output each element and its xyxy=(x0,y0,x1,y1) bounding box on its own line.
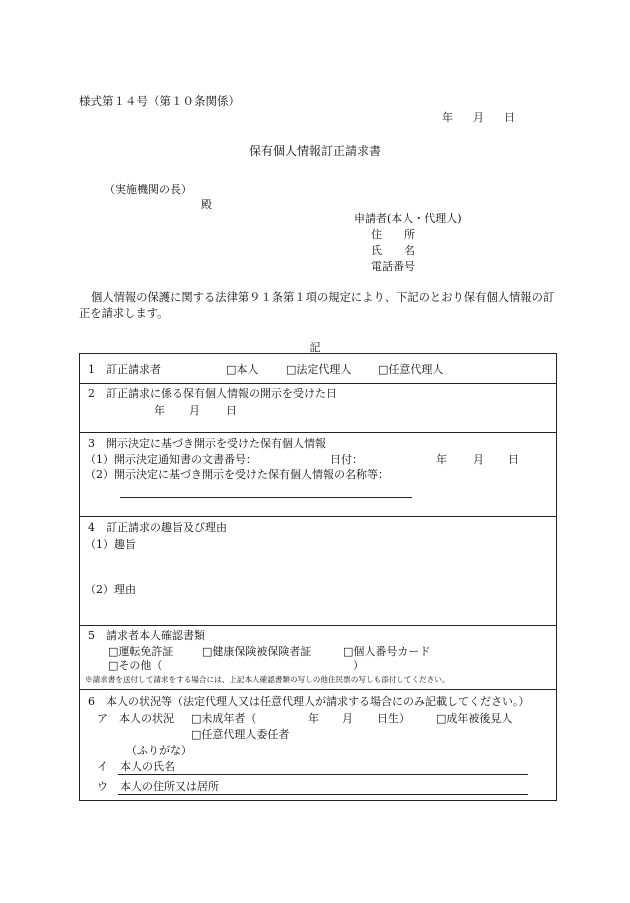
section-3-label: 3 開示決定に基づき開示を受けた保有個人情報 xyxy=(88,437,326,450)
date-row xyxy=(442,111,535,124)
section-1-label: 1 訂正請求者 xyxy=(88,363,161,376)
section-6-i-label: イ xyxy=(97,760,108,773)
section-6-birth-year: 年 xyxy=(308,712,319,725)
addressee-honorific: 殿 xyxy=(201,198,212,211)
checkbox-self[interactable]: □本人 xyxy=(226,363,259,376)
section-6-a-label: ア 本人の状況 xyxy=(97,712,174,725)
date-day: 日 xyxy=(504,111,515,124)
section-6-name-label: 本人の氏名 xyxy=(120,760,175,773)
checkbox-drivers-license[interactable]: □運転免許証 xyxy=(108,645,174,658)
date-year: 年 xyxy=(442,111,453,124)
info-name-input-line[interactable] xyxy=(120,497,412,498)
requester-label: 申請者(本人・代理人) xyxy=(354,212,462,225)
section-3-day: 日 xyxy=(508,453,519,466)
section-1 xyxy=(80,354,556,383)
requester-address-label: 住 所 xyxy=(371,228,415,241)
section-3-month: 月 xyxy=(473,453,484,466)
section-4 xyxy=(80,516,556,626)
section-2-label: 2 訂正請求に係る保有個人情報の開示を受けた日 xyxy=(88,387,337,400)
section-2-year: 年 xyxy=(154,404,165,417)
section-4-label: 4 訂正請求の趣旨及び理由 xyxy=(88,521,227,534)
section-6-furigana: （ふりがな） xyxy=(126,744,192,757)
intro-paragraph: 個人情報の保護に関する法律第９１条第１項の規定により、下記のとおり保有個人情報の訂正を請求します。 xyxy=(79,291,555,320)
request-form-table xyxy=(79,353,557,801)
checkbox-legal-agent[interactable]: □法定代理人 xyxy=(286,363,352,376)
checkbox-my-number-card[interactable]: □個人番号カード xyxy=(343,645,431,658)
requester-phone-label: 電話番号 xyxy=(371,260,415,273)
document-title: 保有個人情報訂正請求書 xyxy=(248,144,381,158)
section-6-label: 6 本人の状況等（法定代理人又は任意代理人が請求する場合にのみ記載してください。） xyxy=(88,695,530,708)
checkbox-health-insurance-card[interactable]: □健康保険被保険者証 xyxy=(202,645,312,658)
addressee-org: （実施機関の長） xyxy=(104,183,192,196)
form-number: 様式第１４号（第１０条関係） xyxy=(79,94,240,108)
checkbox-minor[interactable]: □未成年者（ xyxy=(191,712,257,725)
section-3-info-name-label: （2）開示決定に基づき開示を受けた保有個人情報の名称等： xyxy=(85,468,389,481)
section-6-birth-day: 日生） xyxy=(377,712,410,725)
principal-address-input-line[interactable] xyxy=(118,794,528,795)
section-4-purpose-label: （1）趣旨 xyxy=(85,538,136,551)
section-2-day: 日 xyxy=(226,404,237,417)
section-3-date-label: 日付： xyxy=(330,453,363,466)
date-month: 月 xyxy=(473,111,484,124)
section-6 xyxy=(80,689,556,803)
section-6-u-label: ウ xyxy=(97,780,108,793)
section-5-other-close: ） xyxy=(353,659,364,672)
ki-heading: 記 xyxy=(309,341,321,354)
section-4-reason-label: （2）理由 xyxy=(85,583,136,596)
section-3 xyxy=(80,432,556,517)
section-3-year: 年 xyxy=(436,453,447,466)
section-5-note: ※請求書を送付して請求をする場合には、上記本人確認書類の写しの他住民票の写しも添付してください。 xyxy=(85,675,450,684)
section-6-address-label: 本人の住所又は居所 xyxy=(120,780,219,793)
section-3-doc-number-label: （1）開示決定通知書の文書番号： xyxy=(85,453,257,466)
checkbox-voluntary-principal[interactable]: □任意代理人委任者 xyxy=(191,728,290,741)
checkbox-voluntary-agent[interactable]: □任意代理人 xyxy=(378,363,444,376)
requester-name-label: 氏 名 xyxy=(371,244,415,257)
section-2-month: 月 xyxy=(189,404,200,417)
checkbox-other-document[interactable]: □その他（ xyxy=(108,659,163,672)
section-2 xyxy=(80,383,556,433)
section-5 xyxy=(80,625,556,690)
section-6-birth-month: 月 xyxy=(342,712,353,725)
principal-name-input-line[interactable] xyxy=(118,774,528,775)
checkbox-adult-ward[interactable]: □成年被後見人 xyxy=(436,712,513,725)
section-5-label: 5 請求者本人確認書類 xyxy=(88,629,205,642)
